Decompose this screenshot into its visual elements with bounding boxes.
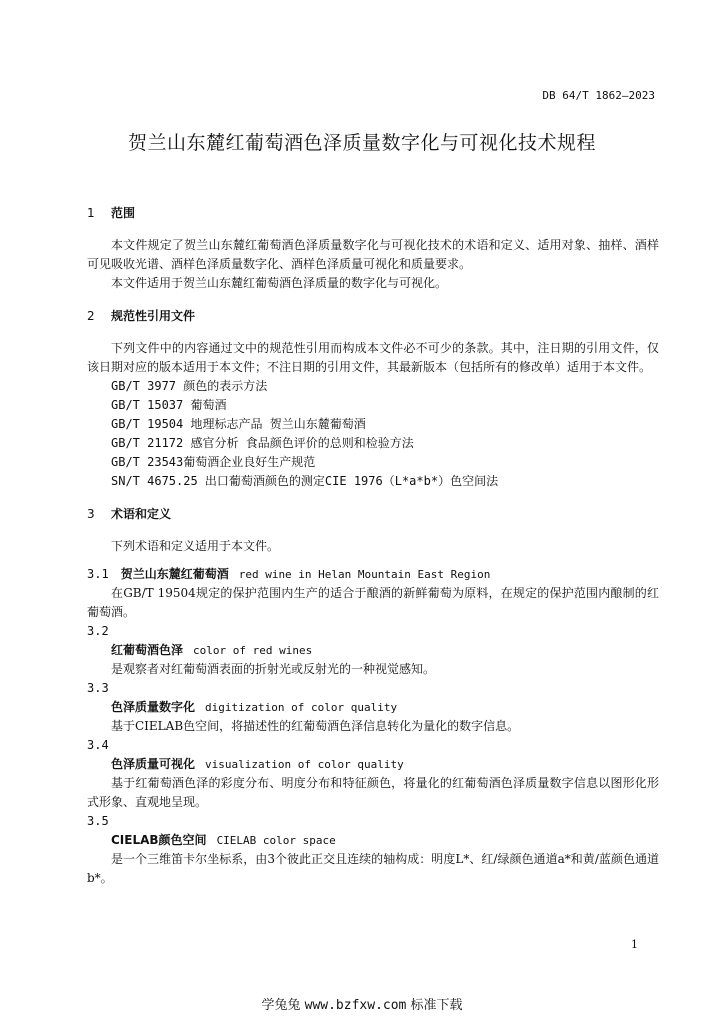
term-english: CIELAB color space	[216, 834, 336, 847]
reference-item: SN/T 4675.25 出口葡萄酒颜色的测定CIE 1976（L*a*b*）色空间法	[111, 474, 499, 488]
term-definition: 在GB/T 19504规定的保护范围内生产的适合于酿酒的新鲜葡萄为原料，在规定的保护范围内酿制的红葡萄酒。	[87, 586, 659, 619]
term-entry	[87, 831, 659, 850]
term-chinese: 色泽质量数字化	[111, 700, 196, 714]
reference-item: GB/T 15037 葡萄酒	[111, 398, 227, 412]
term-number: 3.1	[87, 567, 109, 581]
section-number: 2	[87, 309, 95, 323]
section-title: 术语和定义	[111, 507, 172, 521]
term-entry	[87, 641, 659, 660]
reference-item: GB/T 21172 感官分析 食品颜色评价的总则和检验方法	[111, 436, 414, 450]
reference-item: GB/T 23543葡萄酒企业良好生产规范	[111, 455, 316, 469]
term-number: 3.4	[87, 738, 109, 752]
term-english: color of red wines	[193, 644, 313, 657]
footer-tagline: 标准下载	[410, 998, 463, 1013]
page-number: 1	[631, 938, 638, 951]
paragraph: 本文件规定了贺兰山东麓红葡萄酒色泽质量数字化与可视化技术的术语和定义、适用对象、抽样、酒样可见吸收光谱、酒样色泽质量数字化、酒样色泽质量可视化和质量要求。	[87, 238, 659, 271]
term-definition: 基于CIELAB色空间，将描述性的红葡萄酒色泽信息转化为量化的数字信息。	[111, 719, 520, 733]
standard-code: DB 64/T 1862—2023	[542, 89, 655, 102]
term-chinese: 红葡萄酒色泽	[111, 643, 184, 657]
section-number: 3	[87, 507, 95, 521]
document-body	[87, 204, 659, 888]
term-entry	[87, 565, 659, 584]
paragraph: 下列术语和定义适用于本文件。	[111, 539, 280, 553]
term-chinese: CIELAB颜色空间	[111, 833, 207, 847]
section-title: 范围	[111, 206, 136, 220]
footer-watermark	[0, 994, 724, 1013]
reference-item: GB/T 19504 地理标志产品 贺兰山东麓葡萄酒	[111, 417, 366, 431]
term-definition: 是一个三维笛卡尔坐标系，由3个彼此正交且连续的轴构成：明度L*、红/绿颜色通道a*和黄/蓝颜色通道b*。	[87, 852, 659, 885]
term-number: 3.2	[87, 624, 109, 638]
term-english: digitization of color quality	[205, 701, 398, 714]
term-english: visualization of color quality	[205, 758, 404, 771]
section-number: 1	[87, 206, 95, 220]
term-definition: 基于红葡萄酒色泽的彩度分布、明度分布和特征颜色，将量化的红葡萄酒色泽质量数字信息以图形化形式形象、直观地呈现。	[87, 776, 659, 809]
reference-item: GB/T 3977 颜色的表示方法	[111, 379, 268, 393]
section-heading-normative-references	[87, 307, 659, 325]
term-number: 3.3	[87, 681, 109, 695]
term-entry	[87, 755, 659, 774]
term-definition: 是观察者对红葡萄酒表面的折射光或反射光的一种视觉感知。	[111, 662, 436, 676]
term-chinese: 色泽质量可视化	[111, 757, 196, 771]
footer-url[interactable]: www.bzfxw.com	[304, 998, 407, 1013]
section-title: 规范性引用文件	[111, 309, 196, 323]
section-heading-scope	[87, 204, 659, 222]
term-number: 3.5	[87, 814, 109, 828]
term-entry	[87, 698, 659, 717]
paragraph: 本文件适用于贺兰山东麓红葡萄酒色泽质量的数字化与可视化。	[111, 276, 448, 290]
footer-site-name: 学兔兔	[261, 998, 301, 1013]
paragraph: 下列文件中的内容通过文中的规范性引用而构成本文件必不可少的条款。其中，注日期的引用文件，仅该日期对应的版本适用于本文件；不注日期的引用文件，其最新版本（包括所有的修改单）适用于本文件。	[87, 341, 659, 374]
document-title: 贺兰山东麓红葡萄酒色泽质量数字化与可视化技术规程	[127, 132, 596, 154]
term-english: red wine in Helan Mountain East Region	[238, 568, 491, 581]
section-heading-terms	[87, 505, 659, 523]
term-chinese: 贺兰山东麓红葡萄酒	[120, 567, 229, 581]
